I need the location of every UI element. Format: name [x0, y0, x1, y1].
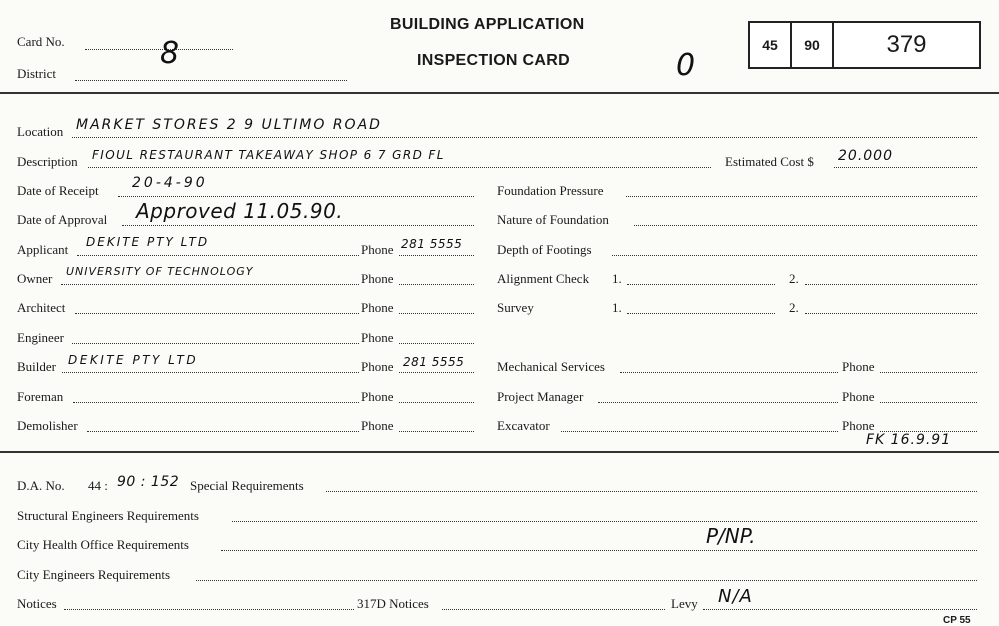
applicant-value: DEKITE PTY LTD: [86, 235, 210, 249]
mechanical-line: [620, 372, 838, 373]
health-label: City Health Office Requirements: [17, 537, 189, 552]
circle-mark: 0: [676, 48, 696, 83]
project-manager-phone-line: [880, 402, 977, 403]
date-receipt-label: Date of Receipt: [17, 183, 99, 198]
foundation-pressure-line: [626, 196, 977, 197]
survey-two-line: [805, 313, 977, 314]
district-line: [75, 80, 347, 81]
applicant-phone-line: [399, 255, 474, 256]
box-cell-c: 379: [886, 31, 927, 58]
location-value: MARKET STORES 2 9 ULTIMO ROAD: [76, 117, 382, 133]
alignment-one-line: [627, 284, 775, 285]
card-no-value: 8: [160, 36, 180, 71]
estimated-cost-label: Estimated Cost $: [725, 154, 814, 169]
title-line2: INSPECTION CARD: [417, 52, 570, 69]
architect-line: [75, 313, 359, 314]
district-label: District: [17, 66, 56, 81]
alignment-two-line: [805, 284, 977, 285]
project-manager-line: [598, 402, 838, 403]
engineer-label: Engineer: [17, 330, 64, 345]
builder-label: Builder: [17, 359, 56, 374]
owner-phone-line: [399, 284, 474, 285]
health-value: P/NP.: [706, 524, 756, 548]
structural-line: [232, 521, 977, 522]
card-number-box: [748, 21, 981, 69]
demolisher-label: Demolisher: [17, 418, 78, 433]
section-rule: [0, 451, 999, 453]
excavator-line: [561, 431, 838, 432]
builder-phone-line: [399, 372, 474, 373]
survey-one-line: [627, 313, 775, 314]
nature-foundation-line: [634, 225, 977, 226]
owner-line: [61, 284, 359, 285]
engineer-phone-label: Phone: [361, 330, 394, 345]
applicant-label: Applicant: [17, 242, 69, 257]
structural-label: Structural Engineers Requirements: [17, 508, 199, 523]
levy-label: Levy: [671, 596, 698, 611]
architect-label: Architect: [17, 300, 66, 315]
engineer-line: [72, 343, 359, 344]
depth-footings-label: Depth of Footings: [497, 242, 592, 257]
builder-value: DEKITE PTY LTD: [68, 353, 199, 367]
box-cell-b: 90: [804, 37, 820, 53]
survey-label: Survey: [497, 300, 534, 315]
description-label: Description: [17, 154, 78, 169]
form-code: CP 55: [943, 615, 971, 626]
project-manager-phone-label: Phone: [842, 389, 875, 404]
levy-line: [703, 609, 977, 610]
builder-phone-value: 281 5555: [403, 355, 465, 369]
notices-line: [64, 609, 354, 610]
applicant-phone-label: Phone: [361, 242, 394, 257]
location-line: [72, 137, 977, 138]
foreman-line: [73, 402, 359, 403]
applicant-line: [77, 255, 359, 256]
description-line: [88, 167, 711, 168]
health-line: [221, 550, 977, 551]
alignment-one-label: 1.: [612, 271, 622, 286]
foreman-phone-label: Phone: [361, 389, 394, 404]
architect-phone-label: Phone: [361, 300, 394, 315]
date-approval-line: [122, 225, 474, 226]
estimated-cost-value: 20.000: [838, 148, 893, 164]
special-requirements-label: Special Requirements: [190, 478, 304, 493]
box-cell-a: 45: [762, 37, 778, 53]
levy-value: N/A: [718, 586, 753, 607]
date-receipt-line: [118, 196, 474, 197]
architect-phone-line: [399, 313, 474, 314]
survey-two-label: 2.: [789, 300, 799, 315]
description-value: FIOUL RESTAURANT TAKEAWAY SHOP 6 7 GRD FL: [92, 148, 445, 162]
date-approval-value: Approved 11.05.90.: [136, 199, 344, 223]
demolisher-phone-label: Phone: [361, 418, 394, 433]
demolisher-line: [87, 431, 359, 432]
mechanical-phone-label: Phone: [842, 359, 875, 374]
alignment-check-label: Alignment Check: [497, 271, 590, 286]
notices-label: Notices: [17, 596, 57, 611]
da-label: D.A. No.: [17, 478, 65, 493]
notices-317d-label: 317D Notices: [357, 596, 429, 611]
header-rule: [0, 92, 999, 94]
initials-date: FK 16.9.91: [866, 432, 952, 448]
applicant-phone-value: 281 5555: [401, 237, 463, 251]
card-no-line: [85, 49, 233, 50]
survey-one-label: 1.: [612, 300, 622, 315]
demolisher-phone-line: [399, 431, 474, 432]
foreman-label: Foreman: [17, 389, 64, 404]
date-receipt-value: 20-4-90: [132, 175, 208, 191]
date-approval-label: Date of Approval: [17, 212, 108, 227]
engineer-phone-line: [399, 343, 474, 344]
estimated-cost-line: [834, 167, 977, 168]
foundation-pressure-label: Foundation Pressure: [497, 183, 604, 198]
owner-value: UNIVERSITY OF TECHNOLOGY: [66, 265, 254, 278]
owner-label: Owner: [17, 271, 53, 286]
location-label: Location: [17, 124, 64, 139]
owner-phone-label: Phone: [361, 271, 394, 286]
mechanical-phone-line: [880, 372, 977, 373]
city-engineers-label: City Engineers Requirements: [17, 567, 171, 582]
builder-phone-label: Phone: [361, 359, 394, 374]
foreman-phone-line: [399, 402, 474, 403]
alignment-two-label: 2.: [789, 271, 799, 286]
depth-footings-line: [612, 255, 977, 256]
title-line1: BUILDING APPLICATION: [390, 16, 585, 33]
excavator-phone-label: Phone: [842, 418, 875, 433]
special-requirements-line: [326, 491, 977, 492]
card-no-label: Card No.: [17, 34, 65, 49]
nature-foundation-label: Nature of Foundation: [497, 212, 609, 227]
city-engineers-line: [196, 580, 977, 581]
da-value: 90 : 152: [117, 474, 180, 490]
excavator-label: Excavator: [497, 418, 550, 433]
da-prefix: 44 :: [88, 478, 108, 493]
mechanical-label: Mechanical Services: [497, 359, 605, 374]
builder-line: [62, 372, 359, 373]
notices-317d-line: [442, 609, 665, 610]
project-manager-label: Project Manager: [497, 389, 584, 404]
